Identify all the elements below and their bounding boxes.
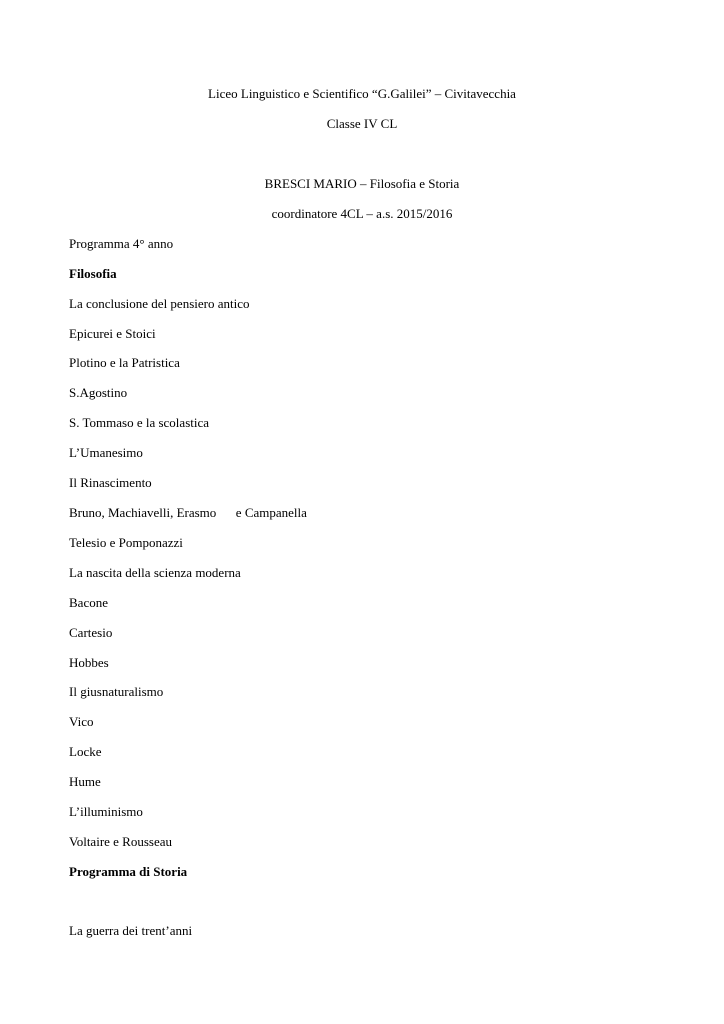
list-item: Locke [69, 744, 102, 759]
list-item: La guerra dei trent’anni [69, 923, 193, 938]
list-item: S. Tommaso e la scolastica [69, 415, 210, 430]
teacher-line: BRESCI MARIO – Filosofia e Storia [264, 176, 460, 191]
list-item: Cartesio [69, 625, 113, 640]
list-item: Hume [69, 774, 101, 789]
list-item: L’Umanesimo [69, 445, 143, 460]
list-item: Hobbes [69, 655, 109, 670]
list-item: Il Rinascimento [69, 475, 152, 490]
class-label: Classe IV CL [326, 116, 398, 131]
list-item: L’illuminismo [69, 804, 143, 819]
list-item: La nascita della scienza moderna [69, 565, 241, 580]
list-item: Voltaire e Rousseau [69, 834, 173, 849]
list-item: Plotino e la Patristica [69, 355, 180, 370]
list-item: La conclusione del pensiero antico [69, 296, 250, 311]
list-item: Epicurei e Stoici [69, 326, 156, 341]
list-item: Il giusnaturalismo [69, 684, 164, 699]
list-item: S.Agostino [69, 385, 128, 400]
history-heading: Programma di Storia [69, 864, 188, 879]
school-title: Liceo Linguistico e Scientifico “G.Galilei” – Civitavecchia [208, 86, 516, 101]
list-item: Vico [69, 714, 94, 729]
program-label: Programma 4° anno [69, 236, 174, 251]
philosophy-heading: Filosofia [69, 266, 117, 281]
list-item: Telesio e Pomponazzi [69, 535, 183, 550]
coordinator-line: coordinatore 4CL – a.s. 2015/2016 [271, 206, 453, 221]
list-item: Bruno, Machiavelli, Erasmo e Campanella [69, 505, 307, 520]
list-item: Bacone [69, 595, 108, 610]
